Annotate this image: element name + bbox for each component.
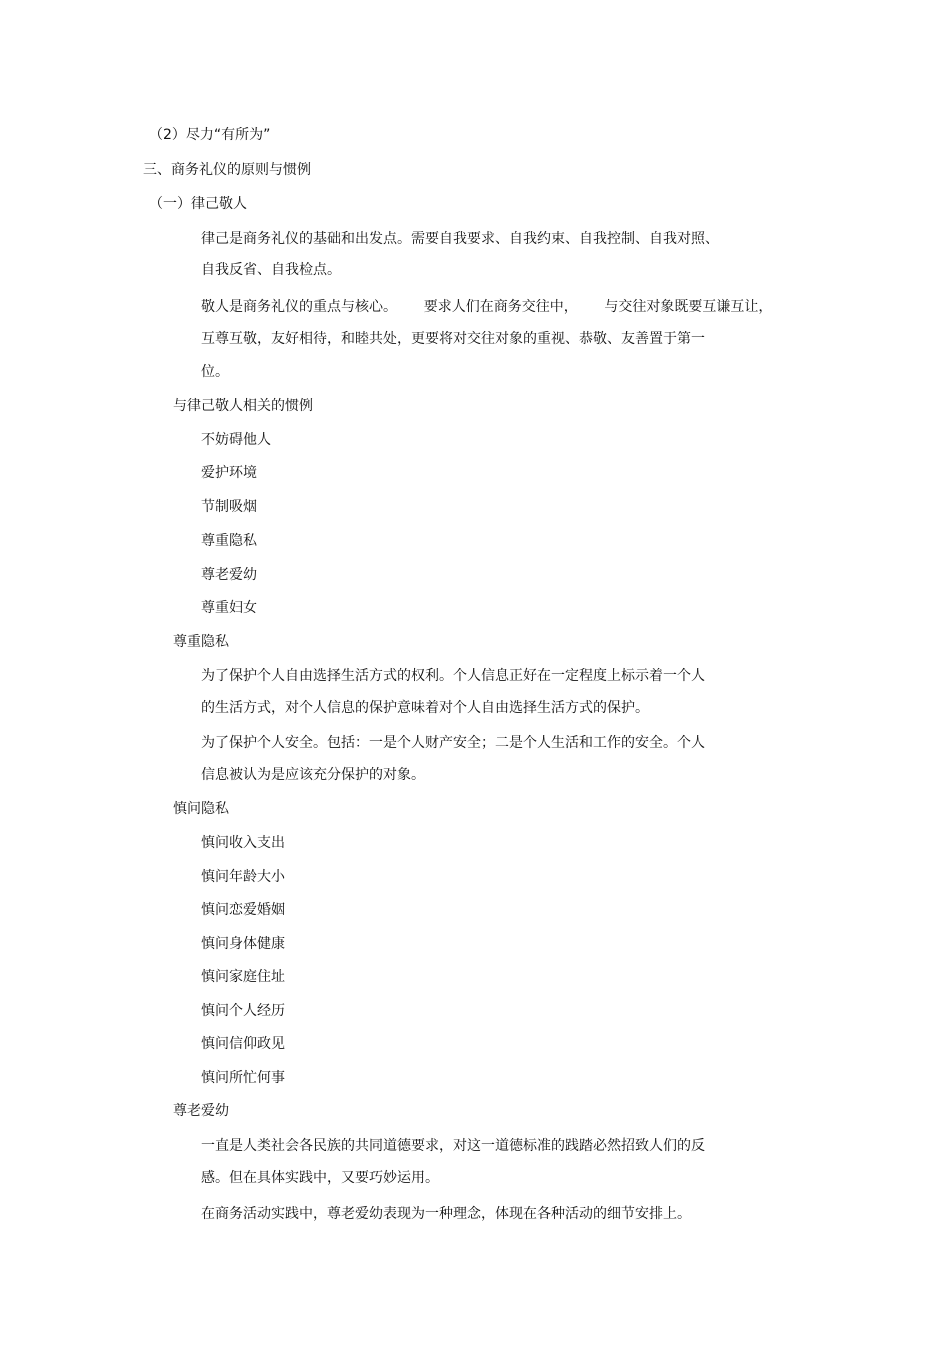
list-item: 慎问收入支出 — [201, 835, 285, 851]
paragraph-line: 互尊互敬，友好相待，和睦共处，更要将对交往对象的重视、恭敬、友善置于第一 — [201, 331, 705, 347]
list-item: 尊重妇女 — [201, 600, 257, 616]
list-item: 慎问所忙何事 — [201, 1070, 285, 1086]
section-heading: 三、商务礼仪的原则与惯例 — [143, 162, 311, 178]
list-item: 慎问恋爱婚姻 — [201, 902, 285, 918]
list-item: 节制吸烟 — [201, 499, 257, 515]
list-item: 慎问年龄大小 — [201, 869, 285, 885]
paragraph-line: 律己是商务礼仪的基础和出发点。需要自我要求、自我约束、自我控制、自我对照、 — [201, 231, 719, 247]
paragraph-line: 为了保护个人自由选择生活方式的权利。个人信息正好在一定程度上标示着一个人 — [201, 668, 705, 684]
paragraph-line: 位。 — [201, 364, 229, 380]
paragraph-line: 自我反省、自我检点。 — [201, 262, 341, 278]
paragraph-line: 在商务活动实践中，尊老爱幼表现为一种理念，体现在各种活动的细节安排上。 — [201, 1206, 691, 1222]
paragraph-line: 信息被认为是应该充分保护的对象。 — [201, 767, 425, 783]
subsection-heading: （一）律己敬人 — [149, 196, 247, 212]
topic-heading: 尊重隐私 — [173, 634, 229, 650]
list-item: 慎问信仰政见 — [201, 1036, 285, 1052]
list-item: 不妨碍他人 — [201, 432, 271, 448]
paragraph-line: 的生活方式，对个人信息的保护意味着对个人自由选择生活方式的保护。 — [201, 700, 649, 716]
list-item: 慎问身体健康 — [201, 936, 285, 952]
topic-heading: 尊老爱幼 — [173, 1103, 229, 1119]
topic-heading: 慎问隐私 — [173, 801, 229, 817]
paragraph-line: 一直是人类社会各民族的共同道德要求，对这一道德标准的践踏必然招致人们的反 — [201, 1138, 705, 1154]
list-item: 慎问个人经历 — [201, 1003, 285, 1019]
list-item: 慎问家庭住址 — [201, 969, 285, 985]
list-item: 爱护环境 — [201, 465, 257, 481]
paragraph-line: 敬人是商务礼仪的重点与核心。 要求人们在商务交往中， 与交往对象既要互谦互让， — [201, 299, 773, 315]
paragraph-line: 为了保护个人安全。包括：一是个人财产安全；二是个人生活和工作的安全。个人 — [201, 735, 705, 751]
topic-heading: 与律己敬人相关的惯例 — [173, 398, 313, 414]
list-item: 尊老爱幼 — [201, 567, 257, 583]
paragraph-line: 感。但在具体实践中，又要巧妙运用。 — [201, 1170, 439, 1186]
list-item: 尊重隐私 — [201, 533, 257, 549]
subsection-heading: （2）尽力“有所为” — [149, 127, 271, 143]
